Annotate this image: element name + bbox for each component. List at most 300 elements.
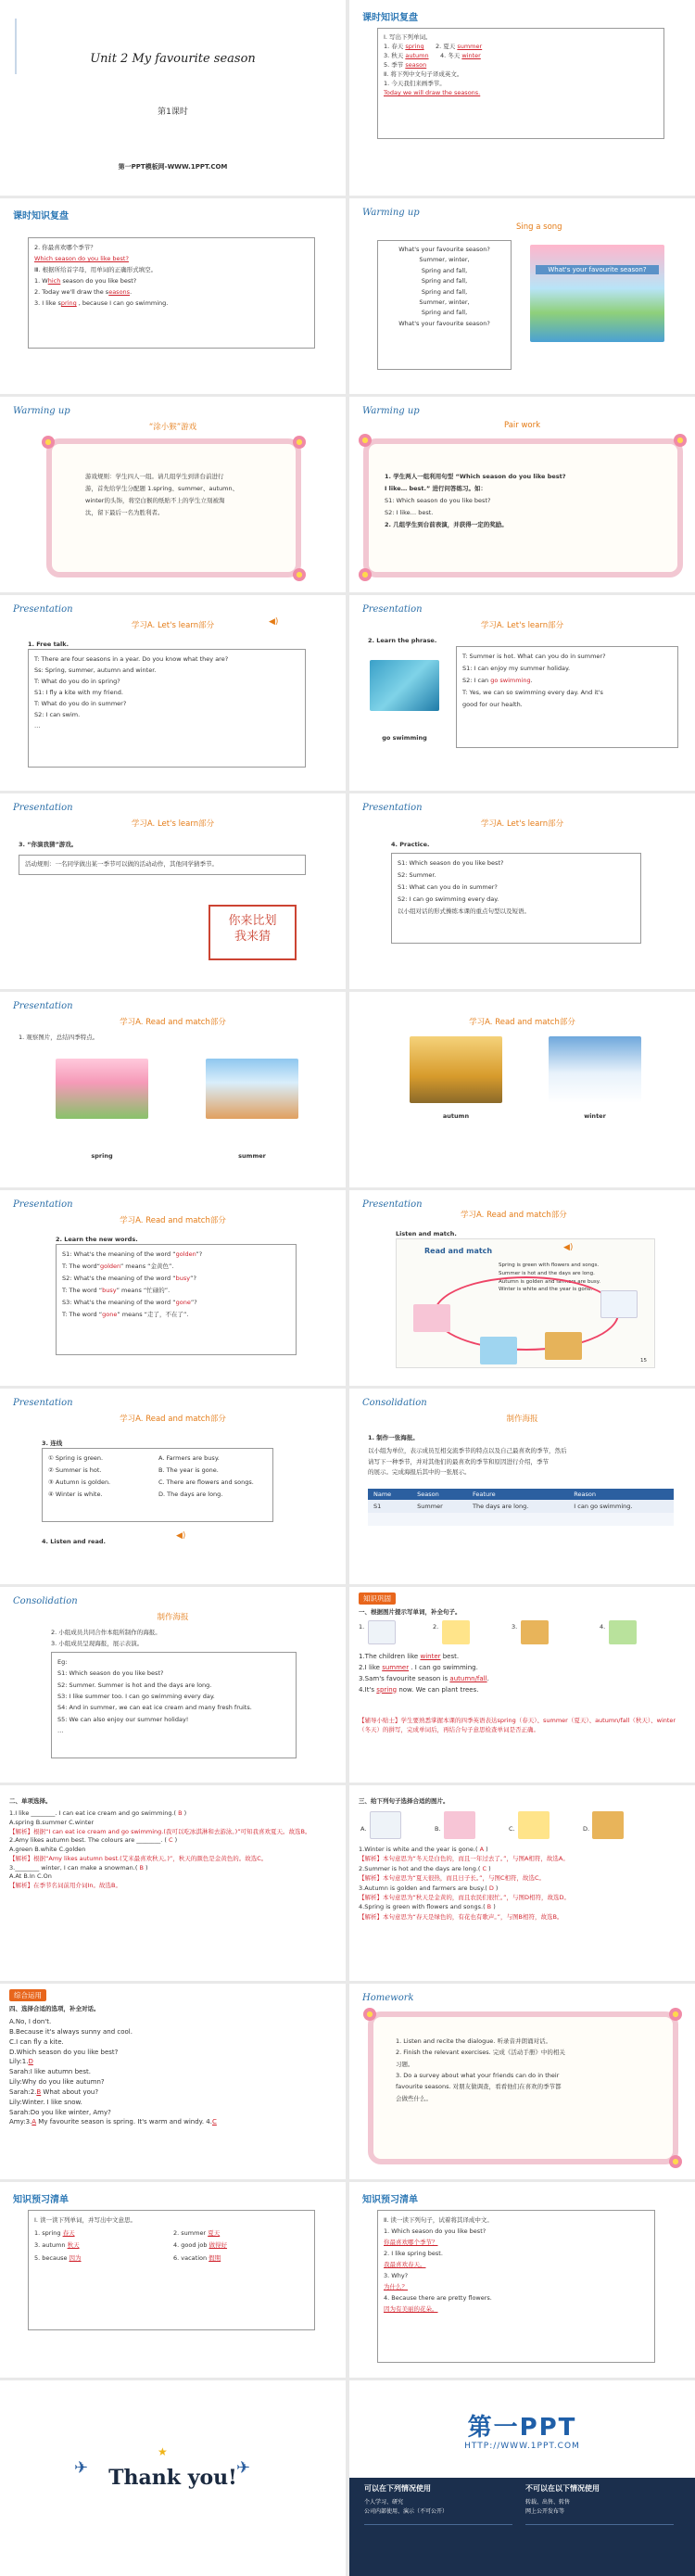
word: 3. autumn (34, 2241, 68, 2250)
option-line: B.Because it's always sunny and cool. (9, 2027, 133, 2036)
task-label: 3. 小组成员呈现海报，展示表演。 (51, 1640, 144, 1647)
lesson-label: 第1课时 (158, 108, 188, 117)
text: S3: What's the meaning of the word “ (62, 1299, 176, 1306)
slide-review-1[interactable] (349, 0, 695, 196)
dialogue-line: Lily:Why do you like autumn? (9, 2078, 105, 2087)
text: 3.Sam's favourite season is (359, 1674, 450, 1682)
text-line: good for our health. (462, 701, 523, 708)
answer: B (36, 2087, 42, 2096)
text: What about you? (41, 2087, 99, 2096)
paper-plane-icon: ✈ (236, 2458, 251, 2478)
text: ”? (196, 1250, 203, 1258)
right-title: 不可以在以下情况使用 (525, 2484, 600, 2493)
slide-heading: Presentation (13, 1199, 73, 1210)
text: ” means “忙碌的”. (116, 1287, 171, 1294)
text-line: Ss: Spring, summer, autumn and winter. (34, 666, 157, 675)
text-line: 会做些什么。 (396, 2094, 432, 2102)
slide-subheading: 学习A. Read and match部分 (120, 1415, 226, 1424)
word: 2. summer (173, 2228, 208, 2237)
slide-preview-1[interactable] (0, 2182, 346, 2378)
text: , because I can go swimming. (76, 299, 169, 308)
highlight: golden (175, 1250, 196, 1258)
spring-plant-image (609, 1620, 637, 1644)
task-label: 3. 连线 (42, 1440, 63, 1447)
thank-you-text: Thank you! (108, 2466, 237, 2490)
text-line: 1. 学生两人一组利用句型 “Which season do you like best? (385, 473, 566, 480)
option-num: 1. (359, 1623, 365, 1631)
slide-present-practice[interactable] (349, 793, 695, 989)
text-line: 2. 几组学生到台前表演，并获得一定的奖励。 (385, 521, 508, 528)
slide-heading: Consolidation (13, 1596, 78, 1606)
lyric: Spring and fall, (421, 277, 468, 286)
dialogue-box (51, 1652, 297, 1758)
text-line: S1: I can enjoy my summer holiday. (462, 665, 571, 672)
text-line: 的展示。完成海报后其中的一张展示。 (368, 1468, 471, 1477)
task-label: 2. Learn the new words. (56, 1236, 138, 1243)
song-image (530, 245, 664, 342)
match-item[interactable]: C. There are flowers and songs. (158, 1478, 254, 1486)
text: T: The word “ (62, 1287, 103, 1294)
text-line: Ⅰ. 写出下列单词。 (384, 33, 432, 41)
table-cell: S1 (368, 1500, 411, 1513)
slide-heading: 知识预习清单 (13, 2195, 69, 2205)
text-line: 汰，留下最后一名为胜利者。 (85, 509, 164, 516)
text: 5. 季节 (384, 61, 406, 70)
match-lines (359, 1845, 688, 1922)
text: S2: I can (462, 677, 491, 684)
text-line: 习题。 (396, 2060, 414, 2068)
link-area-left[interactable] (364, 2524, 512, 2569)
question-title: 四、选择合适的选项，补全对话。 (9, 2005, 100, 2012)
text-line: 以小组为单位，表示成员互相交流季节的特点以及自己最喜欢的季节，然后 (368, 1447, 567, 1454)
dialogue-line: Sarah:Do you like winter, Amy? (9, 2108, 111, 2116)
explanation: 【解析】本句意思为“夏天很热，而且日子长。”，与图C相符，故选C。 (359, 1874, 546, 1883)
rule-text: 活动规则：一名同学做出某一季节可以做的活动动作，其他同学猜季节。 (25, 860, 218, 868)
text: 1.I like ________. I can eat ice cream and go swimming.( (9, 1809, 179, 1817)
text-line: Winter is white and the year is gone. (499, 1287, 593, 1293)
poster-table (368, 1489, 674, 1526)
site-label: 第一PPT模板网-WWW.1PPT.COM (118, 163, 228, 171)
text: S1: What's the meaning of the word “ (62, 1250, 176, 1258)
slide-poster-1[interactable] (349, 1389, 695, 1584)
match-item[interactable]: B. The year is gone. (158, 1466, 219, 1474)
dialogue-line: Lily:Winter. I like snow. (9, 2098, 82, 2106)
explanation: 【解析】本句意思为“冬天是白色的，而且一年过去了。”，与图A相符，故选A。 (359, 1855, 569, 1863)
option-num: 2. (433, 1623, 439, 1631)
review-box (377, 28, 664, 139)
dialogue-box (456, 646, 678, 748)
tip-note: 【辅导小贴士】学生要熟悉掌握本课的四季英语表达spring（春天）、summer（夏天）、autumn/fall（秋天）、winter（冬天）的拼写，完成单词后，再结合句子意思检查单词是否正确。 (359, 1717, 676, 1733)
slide-subheading: 学习A. Read and match部分 (120, 1216, 226, 1225)
options-line: A.green B.white C.golden (9, 1846, 86, 1853)
text: 2.I like (359, 1663, 383, 1671)
text-line: S5: We can also enjoy our summer holiday! (57, 1715, 189, 1723)
text-line: 游，首先给学生分配题 1.spring、summer、autumn、 (85, 485, 239, 492)
text-line: 转载、出售、转售 (525, 2499, 571, 2506)
slide-review-2[interactable] (0, 198, 346, 394)
text-line: T: What do you do in spring? (34, 678, 120, 686)
slide-subheading: 学习A. Read and match部分 (469, 1018, 575, 1027)
text: 1. W (34, 277, 48, 286)
text: 4. 冬天 (439, 52, 462, 60)
decor-line (15, 19, 17, 74)
text: T: The word“ (62, 1263, 101, 1270)
slide-subheading: 制作海报 (157, 1613, 189, 1622)
slide-subheading: “涂小猴”游戏 (148, 423, 197, 432)
slide-exercise-3[interactable] (349, 1785, 695, 1981)
answer: 假期 (208, 2253, 221, 2262)
flower-icon (293, 568, 306, 581)
slide-warmup-song[interactable] (349, 198, 695, 394)
match-item[interactable]: ④ Winter is white. (48, 1491, 103, 1498)
lyric: Summer, winter, (419, 256, 470, 264)
table-cell: Summer (411, 1500, 467, 1513)
winter-image (549, 1036, 641, 1103)
answer: B (178, 1809, 183, 1817)
logo-url[interactable]: HTTP://WWW.1PPT.COM (464, 2442, 580, 2451)
task-label: 2. 小组成员共同合作本组所制作的海报。 (51, 1629, 161, 1636)
question-title: 一、根据图片提示写单词，补全句子。 (359, 1608, 461, 1616)
text: . I can go swimming. (409, 1663, 478, 1671)
answer: B (486, 1903, 492, 1911)
text: Sarah:2. (9, 2087, 37, 2096)
answer: autumn/fall (449, 1674, 487, 1682)
text: Lily:1. (9, 2058, 29, 2066)
slide-heading: 课时知识复盘 (13, 211, 69, 222)
option-label: A. (360, 1825, 367, 1833)
text-line: T: What do you do in summer? (34, 700, 127, 708)
page-number: 15 (640, 1358, 647, 1364)
text-line: 3. Do a survey about what your friends can do in their (396, 2072, 560, 2080)
text: ”? (190, 1275, 196, 1282)
slide-heading: 知识预习清单 (362, 2195, 418, 2205)
spring-option-image (444, 1811, 475, 1839)
flower-icon (42, 436, 55, 449)
summer-option-image (518, 1811, 550, 1839)
slide-ad[interactable] (349, 2380, 695, 2576)
dialogue-lines (9, 2017, 338, 2127)
text: best. (440, 1653, 460, 1660)
answer-lines (359, 1652, 489, 1696)
answer: B (139, 1863, 144, 1872)
text-line: T: Summer is hot. What can you do in summer? (462, 653, 606, 660)
question-title: 三、给下列句子选择合适的图片。 (359, 1797, 449, 1805)
slide-subheading: 学习A. Let's learn部分 (131, 621, 215, 630)
logo-text: 第一PPT (467, 2414, 577, 2442)
slide-heading: Presentation (13, 1398, 73, 1408)
option-num: 3. (512, 1623, 518, 1631)
section-tag: 知识巩固 (359, 1593, 396, 1605)
slide-heading: Warming up (362, 208, 420, 218)
slide-warmup-game[interactable] (0, 397, 346, 592)
text: . (486, 1674, 489, 1682)
answer: autumn (405, 52, 429, 60)
task-label: Listen and match. (396, 1230, 457, 1237)
word: 4. good job (173, 2241, 209, 2250)
slide-heading: Presentation (13, 604, 73, 615)
text: 1.Winter is white and the year is gone.( (359, 1846, 480, 1853)
lyric: Summer, winter, (419, 298, 470, 306)
pair-text (385, 471, 566, 531)
sun-image (442, 1620, 470, 1644)
text: 4.It's (359, 1685, 377, 1694)
slide-present-freetalk[interactable] (0, 595, 346, 791)
image-caption: spring (91, 1152, 113, 1160)
dialogue-line: Sarah:I like autumn best. (9, 2068, 91, 2076)
spring-thumb (413, 1304, 450, 1332)
highlight: go swimming (490, 677, 531, 684)
column-header: Name (368, 1489, 411, 1500)
answer: spring (405, 43, 424, 51)
column-header: Feature (467, 1489, 568, 1500)
task-text (368, 1446, 567, 1478)
section-tag: 综合运用 (9, 1989, 46, 2001)
answer: 我最喜欢春天。 (384, 2261, 426, 2269)
text-line: Spring is green with flowers and songs. (499, 1263, 600, 1268)
slide-thanks[interactable] (0, 2380, 346, 2576)
answer: D (28, 2058, 33, 2066)
match-item[interactable]: ① Spring is green. (48, 1454, 104, 1462)
answer: winter (461, 52, 481, 60)
answer: easons (108, 288, 131, 297)
book-title: Read and match (424, 1247, 493, 1255)
answer: 春天 (62, 2228, 75, 2237)
answer: Which season do you like best? (34, 255, 129, 263)
slide-poster-2[interactable] (0, 1587, 346, 1783)
slide-subheading: 学习A. Let's learn部分 (480, 819, 564, 829)
text: season do you like best? (60, 277, 137, 286)
text: ” means “金黄色”. (120, 1263, 174, 1270)
answer: A (479, 1846, 485, 1853)
match-item[interactable]: ③ Autumn is golden. (48, 1478, 111, 1486)
paper-plane-icon: ✈ (74, 2458, 89, 2478)
speaker-icon[interactable]: ◀) (176, 1531, 186, 1541)
slide-subheading: 学习A. Let's learn部分 (131, 819, 215, 829)
flower-icon (363, 2008, 376, 2021)
text-line: 请写下一种季节，并对其他们的最喜欢的季节和原因进行介绍，季节 (368, 1457, 549, 1466)
text-line: S4: And in summer, we can eat ice cream and many fresh fruits. (57, 1704, 252, 1712)
slide-subheading: 制作海报 (506, 1415, 538, 1424)
slide-homework[interactable] (349, 1984, 695, 2179)
text-line: S2: Summer. Summer is hot and the days are long. (57, 1681, 212, 1689)
text-line: S1: Which season do you like best? (398, 859, 504, 867)
table-cell: The days are long. (467, 1500, 568, 1513)
preview-box (377, 2210, 655, 2363)
slide-heading: Presentation (362, 803, 423, 813)
option-label: C. (509, 1825, 515, 1833)
song-banner: What's your favourite season? (536, 265, 659, 274)
match-item[interactable]: ② Summer is hot. (48, 1466, 102, 1474)
text-line: T: Yes, we can so swimming every day. And it's (462, 689, 603, 696)
text-line: S1: Which season do you like best? (57, 1669, 164, 1678)
sentence: 3. Why? (384, 2272, 409, 2280)
text: ) (172, 1836, 178, 1845)
column-header: Season (411, 1489, 467, 1500)
image-caption: go swimming (382, 734, 427, 742)
match-item[interactable]: D. The days are long. (158, 1491, 223, 1498)
autumn-thumb (545, 1332, 582, 1360)
answer: 因为 (69, 2253, 82, 2262)
lyric: Spring and fall, (421, 309, 468, 317)
text: ) (182, 1809, 187, 1817)
review-box (28, 237, 315, 349)
winter-thumb (600, 1290, 638, 1318)
lyric: What's your favourite season? (398, 319, 490, 327)
sentence: 4. Because there are pretty flowers. (384, 2294, 492, 2303)
slide-heading: Warming up (362, 406, 420, 416)
sentence: 2. I like spring best. (384, 2250, 443, 2258)
slide-heading: Presentation (362, 1199, 423, 1210)
word: 5. because (34, 2253, 70, 2262)
text: now. We can plant trees. (397, 1685, 479, 1694)
option-line: C.I can fly a kite. (9, 2037, 64, 2046)
book-page (396, 1238, 655, 1368)
slide-present-game[interactable] (0, 793, 346, 989)
image-caption: winter (584, 1112, 606, 1120)
answer: 做得好 (208, 2241, 228, 2250)
task-label: 2. Learn the phrase. (368, 637, 437, 644)
lyric: Spring and fall, (421, 287, 468, 296)
slide-preview-2[interactable] (349, 2182, 695, 2378)
slide-title[interactable] (0, 0, 346, 196)
task-label: 1. 制作一张海报。 (368, 1434, 419, 1441)
slide-read-match-2[interactable] (349, 992, 695, 1187)
text-line: … (34, 722, 41, 730)
answer: hich (47, 277, 61, 286)
ad-bottom (349, 2478, 695, 2576)
right-list (525, 2498, 570, 2516)
slide-heading: 课时知识复盘 (362, 13, 418, 23)
image-caption: autumn (442, 1112, 470, 1120)
answer: pring (60, 299, 77, 308)
speaker-icon[interactable]: ◀) (269, 617, 279, 627)
flower-icon (674, 434, 687, 447)
slide-subheading: 学习A. Read and match部分 (120, 1018, 226, 1027)
text-line: 网上公开发布等 (525, 2507, 565, 2515)
flower-icon (359, 568, 372, 581)
text: ”? (190, 1299, 197, 1306)
slide-new-words[interactable] (0, 1190, 346, 1386)
match-circle (434, 1276, 619, 1351)
answer: season (405, 61, 427, 70)
option-line: A.No, I don't. (9, 2018, 52, 2025)
text: ) (486, 1864, 491, 1872)
text-line: … (57, 1727, 64, 1735)
text: ” means “走了，不在了”. (117, 1311, 189, 1318)
text: ) (493, 1884, 499, 1892)
text-line: favourite seasons. 对朋友做调查，看看他们在喜欢的季节都 (396, 2083, 562, 2091)
stamp (208, 905, 297, 960)
text-line: 个人学习、研究 (364, 2499, 404, 2506)
highlight: gone (102, 1311, 118, 1318)
column-header: Reason (568, 1489, 674, 1500)
answer: C (482, 1864, 487, 1872)
text: . (130, 288, 133, 297)
slide-present-phrase[interactable] (349, 595, 695, 791)
text: 3.Autumn is golden and farmers are busy.( (359, 1884, 489, 1892)
explanation: 【解析】在季节名词前用介词In。故选B。 (9, 1882, 121, 1889)
text-line: I like… best.” 进行问答练习。如： (385, 485, 486, 492)
dialogue-box (391, 853, 641, 944)
explanation: 【解析】根据“Amy likes autumn best.(艾米最喜欢秋天。)”，秋天的颜色是金黄色的。故选C。 (9, 1854, 268, 1862)
spring-image (56, 1059, 148, 1119)
answer: 为什么？ (384, 2283, 408, 2291)
highlight: busy (102, 1287, 117, 1294)
summer-thumb (480, 1337, 517, 1364)
answer: C (169, 1836, 173, 1845)
question-title: Ⅱ. 读一读下列句子，试着将其译成中文。 (384, 2216, 493, 2224)
slide-heading: Presentation (13, 803, 73, 813)
left-title: 可以在下列情况使用 (364, 2484, 431, 2493)
explanation: 【解析】本句意思为“春天是绿色的，有花也有歌声。”，与图B相符，故选B。 (359, 1912, 563, 1921)
answer: summer (457, 43, 483, 51)
stamp-text: 我来猜 (234, 929, 271, 944)
slide-warmup-pair[interactable] (349, 397, 695, 592)
image-caption: summer (238, 1152, 266, 1160)
highlight: golden (100, 1263, 120, 1270)
slide-exercise-1[interactable] (349, 1587, 695, 1783)
dialogue-box (28, 649, 306, 768)
rule-box (19, 855, 306, 875)
text-line: S1: Which season do you like best? (385, 497, 491, 504)
text: 2.Amy likes autumn best. The colours are ________. ( (9, 1836, 170, 1845)
right-column (158, 1453, 254, 1501)
slide-heading: Warming up (13, 406, 70, 416)
text: 1.The children like (359, 1653, 421, 1660)
snowman-image (368, 1620, 396, 1644)
answer: 因为有美丽的花朵。 (384, 2305, 438, 2314)
match-item[interactable]: A. Farmers are busy. (158, 1454, 220, 1462)
text: ) (484, 1846, 488, 1853)
options-line: A.spring B.summer C.winter (9, 1818, 95, 1826)
option-num: 4. (600, 1623, 606, 1631)
text-line: S2: I like… best. (385, 509, 434, 516)
text-line: T: There are four seasons in a year. Do you know what they are? (34, 655, 229, 663)
mcq-lines (9, 1809, 338, 1891)
autumn-image (410, 1036, 502, 1103)
preview-box (28, 2210, 315, 2330)
star-icon: ★ (158, 2445, 168, 2458)
answer: Today we will draw the seasons. (384, 89, 481, 97)
speaker-icon[interactable]: ◀) (563, 1243, 574, 1252)
text-line: 1. 今天我们来画季节。 (384, 80, 446, 88)
text: 2.Summer is hot and the days are long.( (359, 1864, 483, 1872)
slide-subheading: 学习A. Read and match部分 (461, 1211, 567, 1220)
text: 3.________ winter, I can make a snowman.( (9, 1863, 140, 1872)
slide-heading: Presentation (13, 1001, 73, 1011)
text-line: Ⅱ. 将下列中文句子译成英文。 (384, 70, 463, 79)
slide-exercise-4[interactable] (0, 1984, 346, 2179)
slide-exercise-2[interactable] (0, 1785, 346, 1981)
slide-heading: Consolidation (362, 1398, 427, 1408)
text: . (530, 677, 533, 684)
slide-listen-match[interactable] (349, 1190, 695, 1386)
text-line: 游戏规则：学生四人一组。请几组学生到讲台前进行 (85, 473, 224, 480)
link-area-right[interactable] (525, 2524, 674, 2569)
task-label: 4. Practice. (391, 841, 430, 848)
answer: summer (382, 1663, 410, 1671)
word: 6. vacation (173, 2253, 209, 2262)
slide-read-match-1[interactable] (0, 992, 346, 1187)
left-list (364, 2498, 448, 2516)
summer-image (206, 1059, 298, 1119)
text: T: The word “ (62, 1311, 103, 1318)
slide-connect[interactable] (0, 1389, 346, 1584)
text-line: 1. Listen and recite the dialogue. 听录音并朗诵对话。 (396, 2037, 551, 2045)
word: 1. spring (34, 2228, 63, 2237)
text-line: S2: I can swim. (34, 711, 81, 719)
text: ) (491, 1903, 496, 1911)
